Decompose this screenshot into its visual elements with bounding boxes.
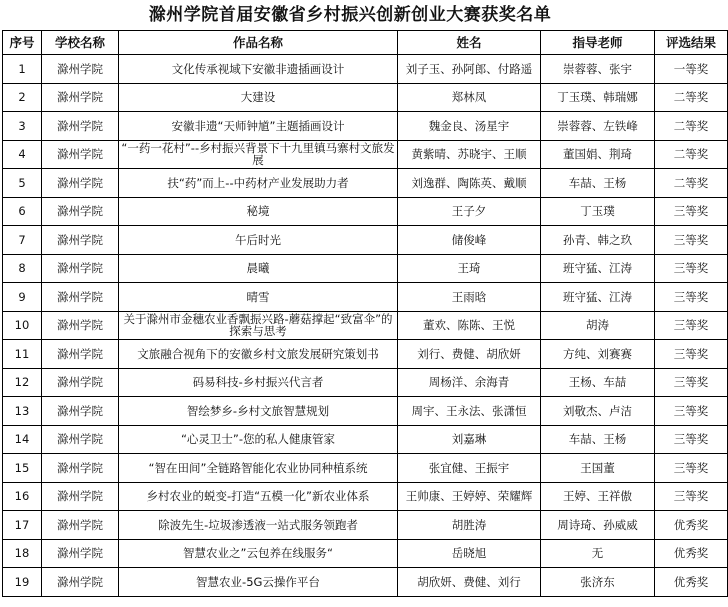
cell-teacher: 张济东 — [541, 568, 655, 597]
cell-no: 8 — [3, 254, 42, 283]
cell-names: 董欢、陈陈、王悦 — [398, 311, 541, 340]
header-work: 作品名称 — [119, 31, 398, 55]
cell-names: 张宜健、王振宇 — [398, 454, 541, 483]
cell-school: 滁州学院 — [42, 226, 119, 255]
cell-result: 三等奖 — [655, 254, 728, 283]
cell-names: 胡胜涛 — [398, 511, 541, 540]
cell-teacher: 班守猛、江涛 — [541, 254, 655, 283]
table-row — [3, 454, 728, 483]
cell-school: 滁州学院 — [42, 311, 119, 340]
table-row — [3, 568, 728, 597]
cell-school: 滁州学院 — [42, 568, 119, 597]
cell-no: 3 — [3, 112, 42, 141]
cell-names: 王雨晗 — [398, 283, 541, 312]
cell-work: 关于滁州市金穗农业香飘振兴路-蘑菇撑起“致富伞”的探索与思考 — [119, 311, 398, 340]
cell-work: 文旅融合视角下的安徽乡村文旅发展研究策划书 — [119, 340, 398, 369]
cell-names: 岳晓旭 — [398, 539, 541, 568]
cell-result: 优秀奖 — [655, 511, 728, 540]
cell-result: 优秀奖 — [655, 568, 728, 597]
cell-school: 滁州学院 — [42, 368, 119, 397]
cell-school: 滁州学院 — [42, 397, 119, 426]
cell-school: 滁州学院 — [42, 340, 119, 369]
cell-no: 2 — [3, 83, 42, 112]
cell-teacher: 王婷、王祥傲 — [541, 482, 655, 511]
cell-result: 三等奖 — [655, 340, 728, 369]
cell-school: 滁州学院 — [42, 55, 119, 84]
cell-no: 15 — [3, 454, 42, 483]
table-row — [3, 112, 728, 141]
cell-school: 滁州学院 — [42, 539, 119, 568]
cell-teacher: 车喆、王杨 — [541, 425, 655, 454]
cell-work: 晴雪 — [119, 283, 398, 312]
table-row — [3, 55, 728, 84]
cell-work: 码易科技-乡村振兴代言者 — [119, 368, 398, 397]
cell-result: 三等奖 — [655, 226, 728, 255]
cell-work: “智在田间”全链路智能化农业协同种植系统 — [119, 454, 398, 483]
cell-school: 滁州学院 — [42, 482, 119, 511]
cell-teacher: 班守猛、江涛 — [541, 283, 655, 312]
cell-work: 安徽非遗“天师钟馗”主题插画设计 — [119, 112, 398, 141]
cell-names: 郑林凤 — [398, 83, 541, 112]
header-result: 评选结果 — [655, 31, 728, 55]
table-row — [3, 511, 728, 540]
cell-no: 1 — [3, 55, 42, 84]
cell-school: 滁州学院 — [42, 511, 119, 540]
table-row — [3, 482, 728, 511]
cell-result: 三等奖 — [655, 482, 728, 511]
cell-names: 王琦 — [398, 254, 541, 283]
cell-work: 大建设 — [119, 83, 398, 112]
table-row — [3, 425, 728, 454]
cell-work: 秘境 — [119, 197, 398, 226]
cell-school: 滁州学院 — [42, 169, 119, 198]
cell-teacher: 王国董 — [541, 454, 655, 483]
table-row — [3, 539, 728, 568]
cell-teacher: 丁玉璞、韩瑞娜 — [541, 83, 655, 112]
cell-result: 三等奖 — [655, 368, 728, 397]
cell-teacher: 王杨、车喆 — [541, 368, 655, 397]
cell-work: “心灵卫士”-您的私人健康管家 — [119, 425, 398, 454]
cell-teacher: 方纯、刘赛赛 — [541, 340, 655, 369]
cell-no: 19 — [3, 568, 42, 597]
cell-teacher: 无 — [541, 539, 655, 568]
table-row — [3, 340, 728, 369]
cell-teacher: 胡涛 — [541, 311, 655, 340]
cell-result: 三等奖 — [655, 311, 728, 340]
cell-names: 储俊峰 — [398, 226, 541, 255]
cell-names: 胡欣妍、费健、刘行 — [398, 568, 541, 597]
cell-no: 4 — [3, 140, 42, 169]
cell-no: 16 — [3, 482, 42, 511]
cell-work: 晨曦 — [119, 254, 398, 283]
cell-work: 智慧农业-5G云操作平台 — [119, 568, 398, 597]
cell-school: 滁州学院 — [42, 197, 119, 226]
cell-school: 滁州学院 — [42, 83, 119, 112]
table-row — [3, 397, 728, 426]
header-no: 序号 — [3, 31, 42, 55]
awards-table — [2, 30, 728, 597]
cell-no: 9 — [3, 283, 42, 312]
table-row — [3, 83, 728, 112]
cell-no: 13 — [3, 397, 42, 426]
cell-teacher: 孙青、韩之玖 — [541, 226, 655, 255]
cell-teacher: 丁玉璞 — [541, 197, 655, 226]
cell-names: 刘子玉、孙阿郎、付路遥 — [398, 55, 541, 84]
table-row — [3, 197, 728, 226]
cell-teacher: 周诗琦、孙威威 — [541, 511, 655, 540]
cell-result: 三等奖 — [655, 454, 728, 483]
page-title: 滁州学院首届安徽省乡村振兴创新创业大赛获奖名单 — [148, 5, 552, 25]
cell-names: 刘嘉琳 — [398, 425, 541, 454]
table-row — [3, 254, 728, 283]
table-row — [3, 368, 728, 397]
cell-result: 二等奖 — [655, 83, 728, 112]
cell-teacher: 崇蓉蓉、张宇 — [541, 55, 655, 84]
header-teacher: 指导老师 — [541, 31, 655, 55]
table-row — [3, 226, 728, 255]
cell-no: 11 — [3, 340, 42, 369]
cell-result: 二等奖 — [655, 140, 728, 169]
cell-work: 智绘梦乡-乡村文旅智慧规划 — [119, 397, 398, 426]
cell-work: “一药一花村”--乡村振兴背景下十九里镇马寨村文旅发展 — [119, 140, 398, 169]
cell-work: 除波先生-垃圾渗透液一站式服务领跑者 — [119, 511, 398, 540]
cell-names: 黄紫晴、苏晓宇、王顺 — [398, 140, 541, 169]
cell-school: 滁州学院 — [42, 454, 119, 483]
header-row — [3, 31, 728, 55]
cell-work: 乡村农业的蜕变-打造“五模一化”新农业体系 — [119, 482, 398, 511]
header-names: 姓名 — [398, 31, 541, 55]
cell-names: 刘行、费健、胡欣妍 — [398, 340, 541, 369]
cell-no: 7 — [3, 226, 42, 255]
table-body — [3, 55, 728, 597]
cell-result: 三等奖 — [655, 197, 728, 226]
cell-result: 二等奖 — [655, 169, 728, 198]
cell-names: 王帅康、王婷婷、荣耀辉 — [398, 482, 541, 511]
cell-school: 滁州学院 — [42, 283, 119, 312]
cell-teacher: 崇蓉蓉、左铁峰 — [541, 112, 655, 141]
header-school: 学校名称 — [42, 31, 119, 55]
cell-result: 优秀奖 — [655, 539, 728, 568]
cell-school: 滁州学院 — [42, 140, 119, 169]
cell-work: 午后时光 — [119, 226, 398, 255]
cell-names: 周宇、王永法、张潇恒 — [398, 397, 541, 426]
cell-result: 三等奖 — [655, 425, 728, 454]
cell-no: 10 — [3, 311, 42, 340]
table-row — [3, 311, 728, 340]
cell-names: 王子夕 — [398, 197, 541, 226]
cell-work: 扶“药”而上--中药材产业发展助力者 — [119, 169, 398, 198]
cell-names: 刘逸群、陶陈英、戴顺 — [398, 169, 541, 198]
cell-result: 一等奖 — [655, 55, 728, 84]
cell-result: 三等奖 — [655, 283, 728, 312]
table-row — [3, 169, 728, 198]
cell-result: 三等奖 — [655, 397, 728, 426]
cell-result: 二等奖 — [655, 112, 728, 141]
cell-no: 5 — [3, 169, 42, 198]
cell-work: 智慧农业之”云包养在线服务“ — [119, 539, 398, 568]
cell-teacher: 刘敬杰、卢洁 — [541, 397, 655, 426]
cell-school: 滁州学院 — [42, 112, 119, 141]
cell-no: 17 — [3, 511, 42, 540]
cell-work: 文化传承视域下安徽非遗插画设计 — [119, 55, 398, 84]
cell-school: 滁州学院 — [42, 254, 119, 283]
cell-names: 魏金良、汤星宇 — [398, 112, 541, 141]
cell-no: 18 — [3, 539, 42, 568]
table-row — [3, 283, 728, 312]
table-row — [3, 140, 728, 169]
cell-names: 周杨洋、余海青 — [398, 368, 541, 397]
cell-no: 12 — [3, 368, 42, 397]
cell-teacher: 车喆、王杨 — [541, 169, 655, 198]
cell-school: 滁州学院 — [42, 425, 119, 454]
cell-teacher: 董国娟、荆琦 — [541, 140, 655, 169]
cell-no: 14 — [3, 425, 42, 454]
cell-no: 6 — [3, 197, 42, 226]
